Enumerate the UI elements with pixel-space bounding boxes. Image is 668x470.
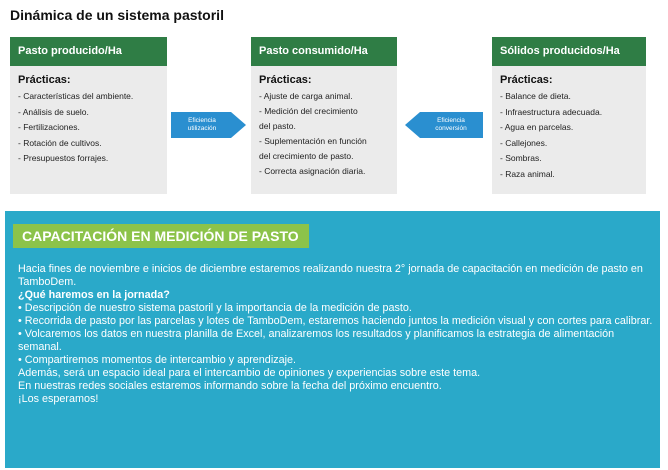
- panel-bullet: • Recorrida de pasto por las parcelas y lotes de TamboDem, estaremos haciendo juntos la medición visual y con cortes para calibrar.: [18, 315, 653, 327]
- arrow-label-line2: conversión: [435, 124, 467, 132]
- list-item: - Callejones.: [500, 137, 548, 148]
- list-item: - Raza animal.: [500, 168, 555, 179]
- list-item: del pasto.: [259, 121, 296, 131]
- list-item: - Suplementación en función: [259, 136, 367, 146]
- arrow-eficiencia-conversion: [405, 112, 483, 138]
- box-pasto-producido: [10, 37, 167, 194]
- arrow-eficiencia-utilizacion: [171, 112, 246, 138]
- panel-intro: Hacia fines de noviembre e inicios de diciembre estaremos realizando nuestra 2° jornada de capacitación en medición de pasto en TamboDem.: [18, 263, 643, 288]
- list-item: - Presupuestos forrajes.: [18, 153, 109, 163]
- panel-bullet: • Volcaremos los datos en nuestra planilla de Excel, analizaremos los resultados y planificamos la estrategia de alimentación semanal.: [18, 328, 615, 353]
- panel-closing: Además, será un espacio ideal para el intercambio de opiniones y experiencias sobre este tema.: [18, 367, 481, 379]
- panel-question: ¿Qué haremos en la jornada?: [18, 289, 170, 301]
- list-item: - Ajuste de carga animal.: [259, 91, 353, 101]
- list-item: - Fertilizaciones.: [18, 122, 80, 132]
- diagram-title: Dinámica de un sistema pastoril: [10, 7, 224, 23]
- arrow-label-line1: Eficiencia: [437, 117, 465, 124]
- panel-heading: CAPACITACIÓN EN MEDICIÓN DE PASTO: [13, 224, 309, 248]
- panel-closing: En nuestras redes sociales estaremos informando sobre la fecha del próximo encuentro.: [18, 380, 442, 392]
- box-pasto-consumido: [251, 37, 397, 194]
- list-item: - Balance de dieta.: [500, 91, 571, 101]
- box-header: Pasto producido/Ha: [10, 37, 167, 66]
- list-item: - Sombras.: [500, 153, 542, 163]
- list-item: - Características del ambiente.: [18, 91, 134, 101]
- list-item: - Infraestructura adecuada.: [500, 106, 603, 117]
- panel-text: [18, 263, 658, 406]
- box-solidos-producidos: [492, 37, 646, 194]
- box-header: Pasto consumido/Ha: [251, 37, 397, 66]
- list-item: - Medición del crecimiento: [259, 106, 358, 116]
- panel-bullet: • Descripción de nuestro sistema pastoril y la importancia de la medición de pasto.: [18, 302, 412, 314]
- list-item: - Rotación de cultivos.: [18, 137, 102, 148]
- arrow-label-line2: utilización: [187, 124, 217, 132]
- list-item: del crecimiento de pasto.: [259, 151, 354, 161]
- practicas-label: Prácticas:: [18, 74, 71, 86]
- practicas-label: Prácticas:: [500, 74, 553, 86]
- list-item: - Correcta asignación diaria.: [259, 166, 366, 176]
- panel-bullet: • Compartiremos momentos de intercambio y aprendizaje.: [18, 354, 297, 366]
- practicas-label: Prácticas:: [259, 74, 312, 86]
- list-item: - Agua en parcelas.: [500, 122, 574, 132]
- arrow-label-line1: Eficiencia: [188, 117, 216, 124]
- list-item: - Análisis de suelo.: [18, 106, 89, 117]
- panel-closing: ¡Los esperamos!: [18, 393, 99, 405]
- announcement-panel: [5, 211, 660, 468]
- box-header: Sólidos producidos/Ha: [492, 37, 646, 66]
